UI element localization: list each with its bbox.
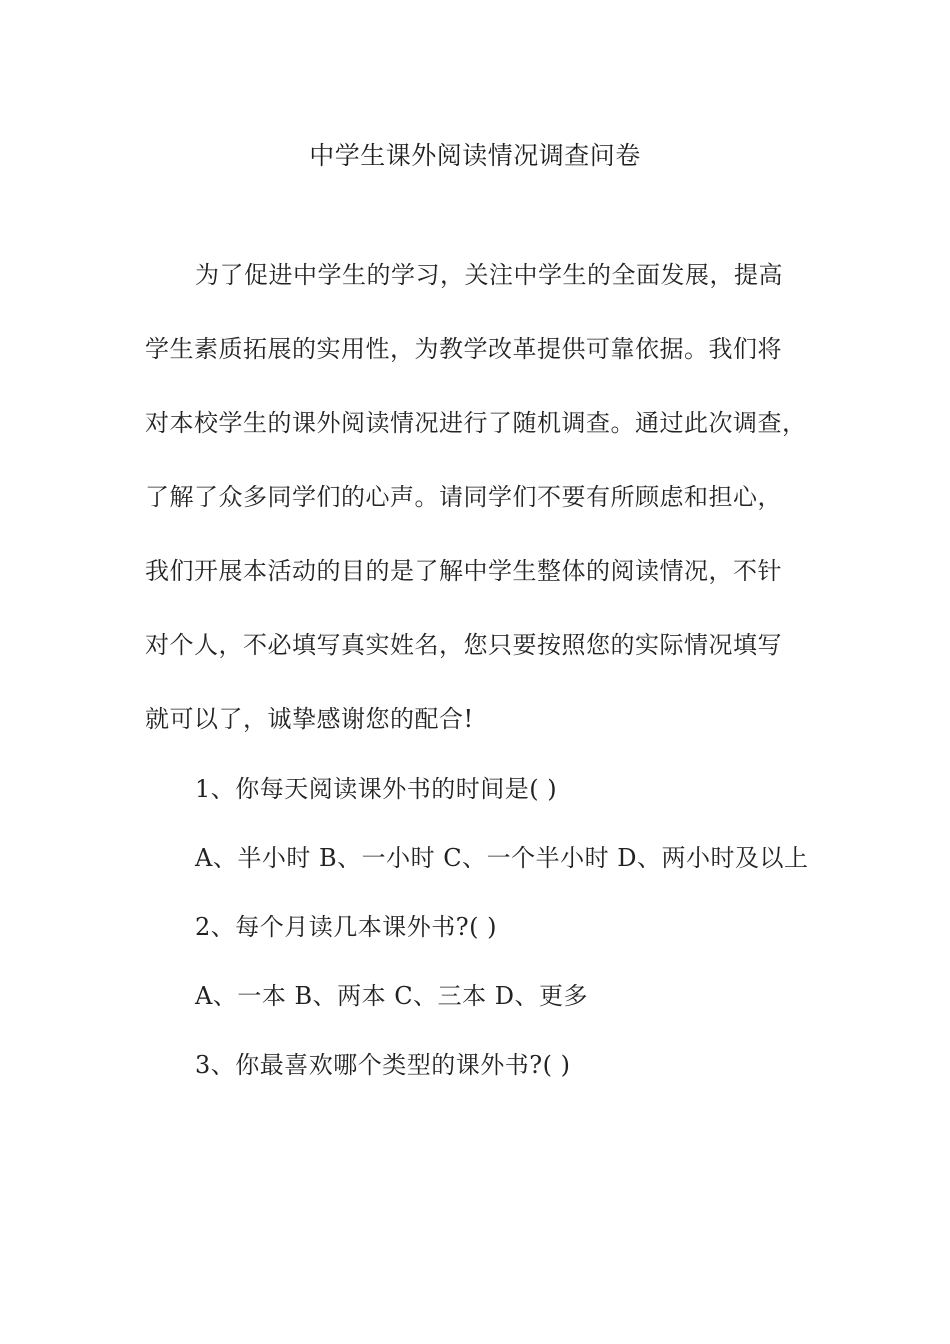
question-3: 3、你最喜欢哪个类型的课外书?( ) bbox=[195, 1051, 571, 1079]
document-title: 中学生课外阅读情况调查问卷 bbox=[309, 141, 641, 170]
question-2: 2、每个月读几本课外书?( ) bbox=[195, 913, 497, 941]
intro-line-5: 我们开展本活动的目的是了解中学生整体的阅读情况，不针 bbox=[145, 557, 782, 585]
intro-line-3: 对本校学生的课外阅读情况进行了随机调查。通过此次调查， bbox=[145, 409, 807, 437]
intro-line-7: 就可以了，诚挚感谢您的配合! bbox=[145, 705, 474, 733]
intro-line-2: 学生素质拓展的实用性，为教学改革提供可靠依据。我们将 bbox=[145, 335, 782, 363]
question-1-options: A、半小时 B、一小时 C、一个半小时 D、两小时及以上 bbox=[195, 844, 809, 872]
intro-line-1: 为了促进中学生的学习，关注中学生的全面发展，提高 bbox=[195, 261, 783, 289]
intro-line-6: 对个人，不必填写真实姓名，您只要按照您的实际情况填写 bbox=[145, 631, 782, 659]
intro-line-4: 了解了众多同学们的心声。请同学们不要有所顾虑和担心， bbox=[145, 483, 782, 511]
question-1: 1、你每天阅读课外书的时间是( ) bbox=[195, 775, 558, 803]
question-2-options: A、一本 B、两本 C、三本 D、更多 bbox=[195, 982, 588, 1010]
